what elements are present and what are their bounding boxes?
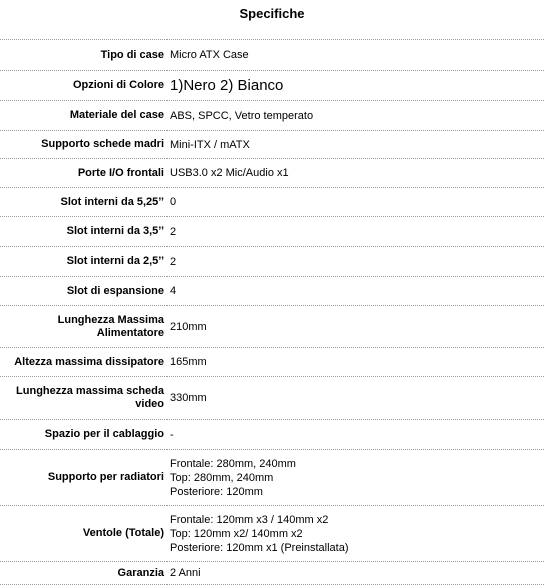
spec-label-slots-35: Slot interni da 3,5’’ <box>0 217 167 247</box>
spec-value-line: Top: 280mm, 240mm <box>170 471 274 484</box>
table-row <box>0 131 544 159</box>
spec-value-line: Top: 120mm x2/ 140mm x2 <box>170 527 303 540</box>
spec-value-line: Posteriore: 120mm x1 (Preinstallata) <box>170 541 349 554</box>
spec-label-expansion-slots: Slot di espansione <box>0 277 167 306</box>
spec-value-motherboard-support: Mini-ITX / mATX <box>167 131 544 159</box>
table-row <box>0 247 544 277</box>
table-row <box>0 420 544 450</box>
spec-value-slots-525: 0 <box>167 188 544 217</box>
spec-value-line: Frontale: 280mm, 240mm <box>170 457 296 470</box>
table-row <box>0 101 544 131</box>
spec-label-case-type: Tipo di case <box>0 40 167 71</box>
table-row <box>0 562 544 585</box>
table-row <box>0 450 544 506</box>
table-row <box>0 506 544 562</box>
spec-value-slots-25: 2 <box>167 247 544 277</box>
spec-value-case-type: Micro ATX Case <box>167 40 544 71</box>
spec-value-front-io-ports: USB3.0 x2 Mic/Audio x1 <box>167 159 544 188</box>
spec-label-psu-length: Lunghezza Massima Alimentatore <box>0 306 167 348</box>
spec-value-color-options: 1)Nero 2) Bianco <box>167 71 544 101</box>
spec-label-color-options: Opzioni di Colore <box>0 71 167 101</box>
table-row <box>0 348 544 377</box>
spec-value-slots-35: 2 <box>167 217 544 247</box>
spec-label-radiator-support: Supporto per radiatori <box>0 450 167 506</box>
spec-label-cooler-height: Altezza massima dissipatore <box>0 348 167 377</box>
table-row <box>0 71 544 101</box>
spec-label-gpu-length: Lunghezza massima scheda video <box>0 377 167 420</box>
spec-label-slots-25: Slot interni da 2,5’’ <box>0 247 167 277</box>
specifications-table <box>0 39 544 585</box>
table-row <box>0 40 544 71</box>
spec-value-warranty: 2 Anni <box>167 562 544 585</box>
spec-value-gpu-length: 330mm <box>167 377 544 420</box>
table-row <box>0 188 544 217</box>
spec-label-front-io-ports: Porte I/O frontali <box>0 159 167 188</box>
table-row <box>0 217 544 247</box>
spec-value-line: Frontale: 120mm x3 / 140mm x2 <box>170 513 329 526</box>
spec-value-line: Posteriore: 120mm <box>170 485 263 498</box>
spec-value-cooler-height: 165mm <box>167 348 544 377</box>
table-row <box>0 159 544 188</box>
table-row <box>0 306 544 348</box>
spec-value-radiator-support <box>167 450 544 506</box>
spec-label-fans-total: Ventole (Totale) <box>0 506 167 562</box>
spec-value-expansion-slots: 4 <box>167 277 544 306</box>
table-row <box>0 377 544 420</box>
spec-label-cable-space: Spazio per il cablaggio <box>0 420 167 450</box>
table-row <box>0 277 544 306</box>
spec-label-warranty: Garanzia <box>0 562 167 585</box>
spec-value-cable-space: - <box>167 420 544 450</box>
spec-label-motherboard-support: Supporto schede madri <box>0 131 167 159</box>
spec-value-case-material: ABS, SPCC, Vetro temperato <box>167 101 544 131</box>
page-title: Specifiche <box>239 6 305 21</box>
spec-value-psu-length: 210mm <box>167 306 544 348</box>
spec-value-fans-total <box>167 506 544 562</box>
spec-label-slots-525: Slot interni da 5,25’’ <box>0 188 167 217</box>
spec-label-case-material: Materiale del case <box>0 101 167 131</box>
